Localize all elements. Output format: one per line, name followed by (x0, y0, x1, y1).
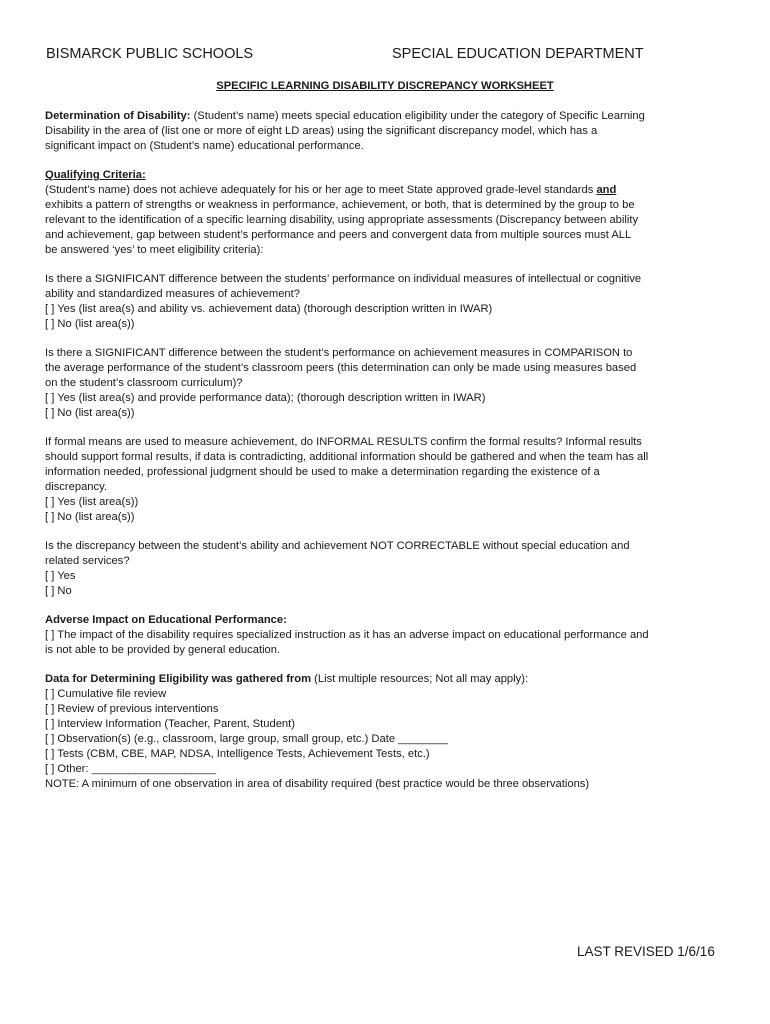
question-text: should support formal results, if data is contradicting, additional information should be gathered and when the team has all (45, 451, 649, 463)
checkbox-yes[interactable]: [ ] Yes (list area(s) and provide performance data); (thorough description written in IWAR) (45, 392, 486, 404)
data-source-checkbox[interactable]: [ ] Review of previous interventions (45, 703, 219, 715)
question-2 (45, 346, 730, 421)
qualifying-text: (Student’s name) does not achieve adequately for his or her age to meet State approved grade-level standards (45, 184, 597, 196)
school-name: BISMARCK PUBLIC SCHOOLS (46, 46, 254, 62)
question-text: If formal means are used to measure achievement, do INFORMAL RESULTS confirm the formal results? Informal results (45, 436, 642, 448)
adverse-impact-text: is not able to be provided by general education. (45, 644, 281, 656)
data-source-checkbox[interactable]: [ ] Interview Information (Teacher, Parent, Student) (45, 718, 295, 730)
observation-note: NOTE: A minimum of one observation in area of disability required (best practice would be three observations) (45, 778, 590, 790)
revision-date: LAST REVISED 1/6/16 (577, 944, 715, 959)
determination-text: Disability in the area of (list one or more of eight LD areas) using the significant discrepancy model, which has a (45, 125, 598, 137)
checkbox-no[interactable]: [ ] No (list area(s)) (45, 407, 135, 419)
question-text: on the student’s classroom curriculum)? (45, 377, 243, 389)
question-text: Is there a SIGNIFICANT difference between the student’s performance on achievement measures in COMPARISON to (45, 347, 633, 359)
eligibility-data-instructions: (List multiple resources; Not all may apply): (311, 673, 529, 685)
data-source-checkbox[interactable]: [ ] Other: ____________________ (45, 763, 217, 775)
question-text: information needed, professional judgment should be used to make a determination regarding the existence of a (45, 466, 600, 478)
determination-text: significant impact on (Student’s name) educational performance. (45, 140, 364, 152)
worksheet-title: SPECIFIC LEARNING DISABILITY DISCREPANCY WORKSHEET (216, 80, 554, 92)
qualifying-and: and (596, 184, 617, 196)
question-text: related services? (45, 555, 130, 567)
question-text: Is the discrepancy between the student’s ability and achievement NOT CORRECTABLE without special education and (45, 540, 630, 552)
checkbox-yes[interactable]: [ ] Yes (list area(s)) (45, 496, 139, 508)
checkbox-yes[interactable]: [ ] Yes (list area(s) and ability vs. achievement data) (thorough description written in IWAR) (45, 303, 493, 315)
department-name: SPECIAL EDUCATION DEPARTMENT (392, 46, 644, 62)
eligibility-data-section (45, 672, 730, 792)
qualifying-text: exhibits a pattern of strengths or weakness in performance, achievement, or both, that is determined by the group to be (45, 199, 635, 211)
determination-label: Determination of Disability: (45, 110, 191, 122)
question-3 (45, 435, 730, 525)
checkbox-no[interactable]: [ ] No (45, 585, 72, 597)
question-1 (45, 272, 730, 332)
checkbox-no[interactable]: [ ] No (list area(s)) (45, 511, 135, 523)
data-source-checkbox[interactable]: [ ] Tests (CBM, CBE, MAP, NDSA, Intelligence Tests, Achievement Tests, etc.) (45, 748, 430, 760)
adverse-impact-label: Adverse Impact on Educational Performance: (45, 614, 287, 626)
question-4 (45, 539, 730, 599)
determination-text: (Student’s name) meets special education eligibility under the category of Specific Learning (190, 110, 645, 122)
qualifying-text: and achievement, gap between student’s performance and peers and convergent data from multiple sources must ALL (45, 229, 632, 241)
determination-section (45, 109, 730, 154)
question-text: discrepancy. (45, 481, 107, 493)
eligibility-data-label: Data for Determining Eligibility was gathered from (45, 673, 312, 685)
worksheet-body (45, 109, 730, 806)
question-text: ability and standardized measures of achievement? (45, 288, 300, 300)
qualifying-text: relevant to the identification of a specific learning disability, using appropriate assessments (Discrepancy between ability (45, 214, 639, 226)
qualifying-label: Qualifying Criteria: (45, 169, 146, 181)
data-source-checkbox[interactable]: [ ] Cumulative file review (45, 688, 167, 700)
adverse-impact-checkbox[interactable]: [ ] The impact of the disability requires specialized instruction as it has an adverse impact on educational performance and (45, 629, 649, 641)
adverse-impact-section (45, 613, 730, 658)
qualifying-text: be answered ‘yes’ to meet eligibility criteria): (45, 244, 264, 256)
question-text: the average performance of the student’s classroom peers (this determination can only be made using measures based (45, 362, 637, 374)
checkbox-no[interactable]: [ ] No (list area(s)) (45, 318, 135, 330)
question-text: Is there a SIGNIFICANT difference between the students’ performance on individual measures of intellectual or cognitive (45, 273, 642, 285)
checkbox-yes[interactable]: [ ] Yes (45, 570, 76, 582)
qualifying-section (45, 168, 730, 258)
data-source-checkbox[interactable]: [ ] Observation(s) (e.g., classroom, large group, small group, etc.) Date ________ (45, 733, 448, 745)
